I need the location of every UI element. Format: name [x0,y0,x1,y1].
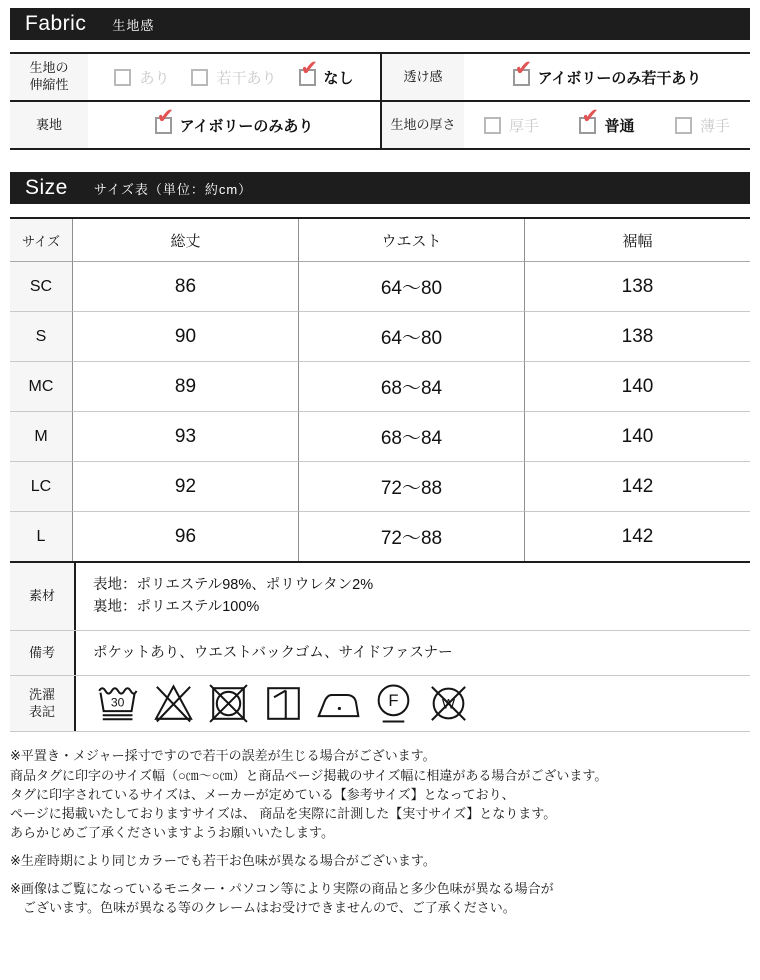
size-cell-hem: 138 [524,312,750,362]
size-cell-length: 93 [72,412,298,462]
option-label: 普通 [604,117,635,135]
size-row-label: S [10,312,72,362]
thickness-option-futsuu [579,104,635,136]
fabric-title-ja: 生地感 [112,17,155,33]
stretch-option-ari [114,67,169,88]
sheer-option-ivory [513,56,702,88]
size-cell-length: 96 [72,512,298,561]
fabric-title-en: Fabric [25,12,87,35]
fabric-sheer-label [380,54,464,102]
size-cell-length: 90 [72,312,298,362]
stretch-option-nashi [299,56,354,88]
option-label: 若干あり [216,69,277,87]
fabric-lining-label-text: 裏地 [35,116,62,132]
option-label: あり [139,69,170,87]
footnote-monitor [10,879,750,917]
size-cell-waist: 64～80 [298,262,524,312]
footnote-measurement [10,746,750,842]
fabric-lining-options [88,102,380,150]
notes-text: ポケットあり、ウエストバックゴム、サイドファスナー [93,644,453,661]
checkbox-checked-icon [155,104,175,134]
option-label: アイボリーのみ若干あり [537,69,702,87]
fabric-thickness-label-text: 生地の厚さ [390,116,456,132]
footnote-line: あらかじめご了承くださいますようお願いいたします。 [10,824,334,840]
care-label-line1: 洗濯 [28,687,55,703]
care-label [10,676,74,731]
fabric-stretch-label-line2: 伸縮性 [29,77,69,92]
fabric-section-header [10,8,750,40]
svg-text:30: 30 [110,696,125,711]
footnote-line: タグに印字されているサイズは、メーカーが定めている【参考サイズ】となっており、 [10,786,515,802]
wash-30-icon [93,681,144,726]
care-label-line2: 表記 [28,703,55,719]
fabric-thickness-label [380,102,464,150]
fabric-thickness-options [464,102,750,150]
footnote-line: 商品タグに印字のサイズ幅（○㎝～○㎝）と商品ページ掲載のサイズ幅に相違がある場合がございます。 [10,767,608,783]
product-details-table [10,561,750,732]
size-cell-hem: 138 [524,262,750,312]
size-row-label: M [10,412,72,462]
checkbox-unchecked-icon [484,117,501,134]
fabric-table [10,52,750,150]
lining-option-ivory [155,104,314,136]
material-line-lining: 裏地：ポリエステル100% [93,599,260,616]
material-line-outer: 表地：ポリエステル98%、ポリウレタン2% [93,577,374,593]
size-title-ja: サイズ表（単位：約cm） [93,181,253,197]
checkbox-unchecked-icon [675,117,692,134]
checkmark-icon: ✔ [300,56,319,80]
no-bleach-icon [148,681,199,726]
size-row-label: MC [10,362,72,412]
notes-content [74,631,750,675]
option-label: 薄手 [699,117,730,135]
checkbox-checked-icon [299,56,319,86]
material-label: 素材 [10,563,74,630]
iron-low-icon [313,681,364,726]
checkmark-icon: ✔ [581,104,600,128]
size-section-header [10,172,750,204]
size-cell-waist: 68～84 [298,412,524,462]
size-cell-hem: 140 [524,362,750,412]
footnotes [10,746,750,917]
no-wet-clean-icon [423,681,474,726]
size-cell-length: 89 [72,362,298,412]
footnote-production [10,851,750,870]
thickness-option-atsude [484,115,539,136]
size-cell-hem: 142 [524,462,750,512]
fabric-sheer-options [464,54,750,102]
svg-text:W: W [441,695,456,712]
fabric-stretch-label-line1: 生地の [29,60,69,76]
notes-row [10,631,750,676]
footnote-line: ページに掲載いたしておりますサイズは、 商品を実際に計測した【実寸サイズ】となります。 [10,805,557,821]
checkmark-icon: ✔ [156,104,175,128]
no-tumble-dry-icon [203,681,254,726]
option-label: 厚手 [509,117,540,135]
footnote-line: ※画像はご覧になっているモニター・パソコン等により実際の商品と多少色味が異なる場合が [10,881,554,897]
size-table [10,217,750,561]
size-title-en: Size [25,176,68,199]
size-row-label: SC [10,262,72,312]
line-dry-shade-icon [258,681,309,726]
fabric-lining-label [10,102,88,150]
material-content [74,563,750,630]
size-cell-waist: 72～88 [298,462,524,512]
checkbox-unchecked-icon [114,69,131,86]
checkbox-checked-icon [579,104,600,134]
size-cell-hem: 142 [524,512,750,561]
stretch-option-jakkan-ari [191,67,276,88]
fabric-stretch-label [10,54,88,102]
size-table-header-length: 総丈 [72,219,298,262]
size-cell-waist: 64～80 [298,312,524,362]
footnote-line: ※平置き・メジャー採寸ですので若干の誤差が生じる場合がございます。 [10,748,436,764]
size-table-header-size: サイズ [10,219,72,262]
size-row-label: LC [10,462,72,512]
material-row [10,563,750,631]
care-content [74,676,750,731]
fabric-stretch-options [88,54,380,102]
size-row-label: L [10,512,72,561]
svg-text:F: F [388,691,399,711]
size-cell-length: 86 [72,262,298,312]
checkbox-unchecked-icon [191,69,208,86]
care-row [10,676,750,732]
care-icons [93,681,742,726]
thickness-option-usude [675,115,730,136]
checkmark-icon: ✔ [514,56,533,80]
checkbox-checked-icon [513,56,533,86]
footnote-line: ございます。色味が異なる等のクレームはお受けできませんので、ご了承ください。 [10,900,516,916]
size-table-header-waist: ウエスト [298,219,524,262]
size-cell-waist: 72～88 [298,512,524,561]
option-label: アイボリーのみあり [179,117,314,135]
dry-clean-f-icon [368,681,419,726]
size-cell-hem: 140 [524,412,750,462]
size-table-header-hem: 裾幅 [524,219,750,262]
footnote-line: ※生産時期により同じカラーでも若干お色味が異なる場合がございます。 [10,852,436,868]
fabric-sheer-label-text: 透け感 [403,68,443,84]
size-cell-waist: 68～84 [298,362,524,412]
notes-label: 備考 [10,631,74,675]
option-label: なし [323,69,354,87]
size-cell-length: 92 [72,462,298,512]
